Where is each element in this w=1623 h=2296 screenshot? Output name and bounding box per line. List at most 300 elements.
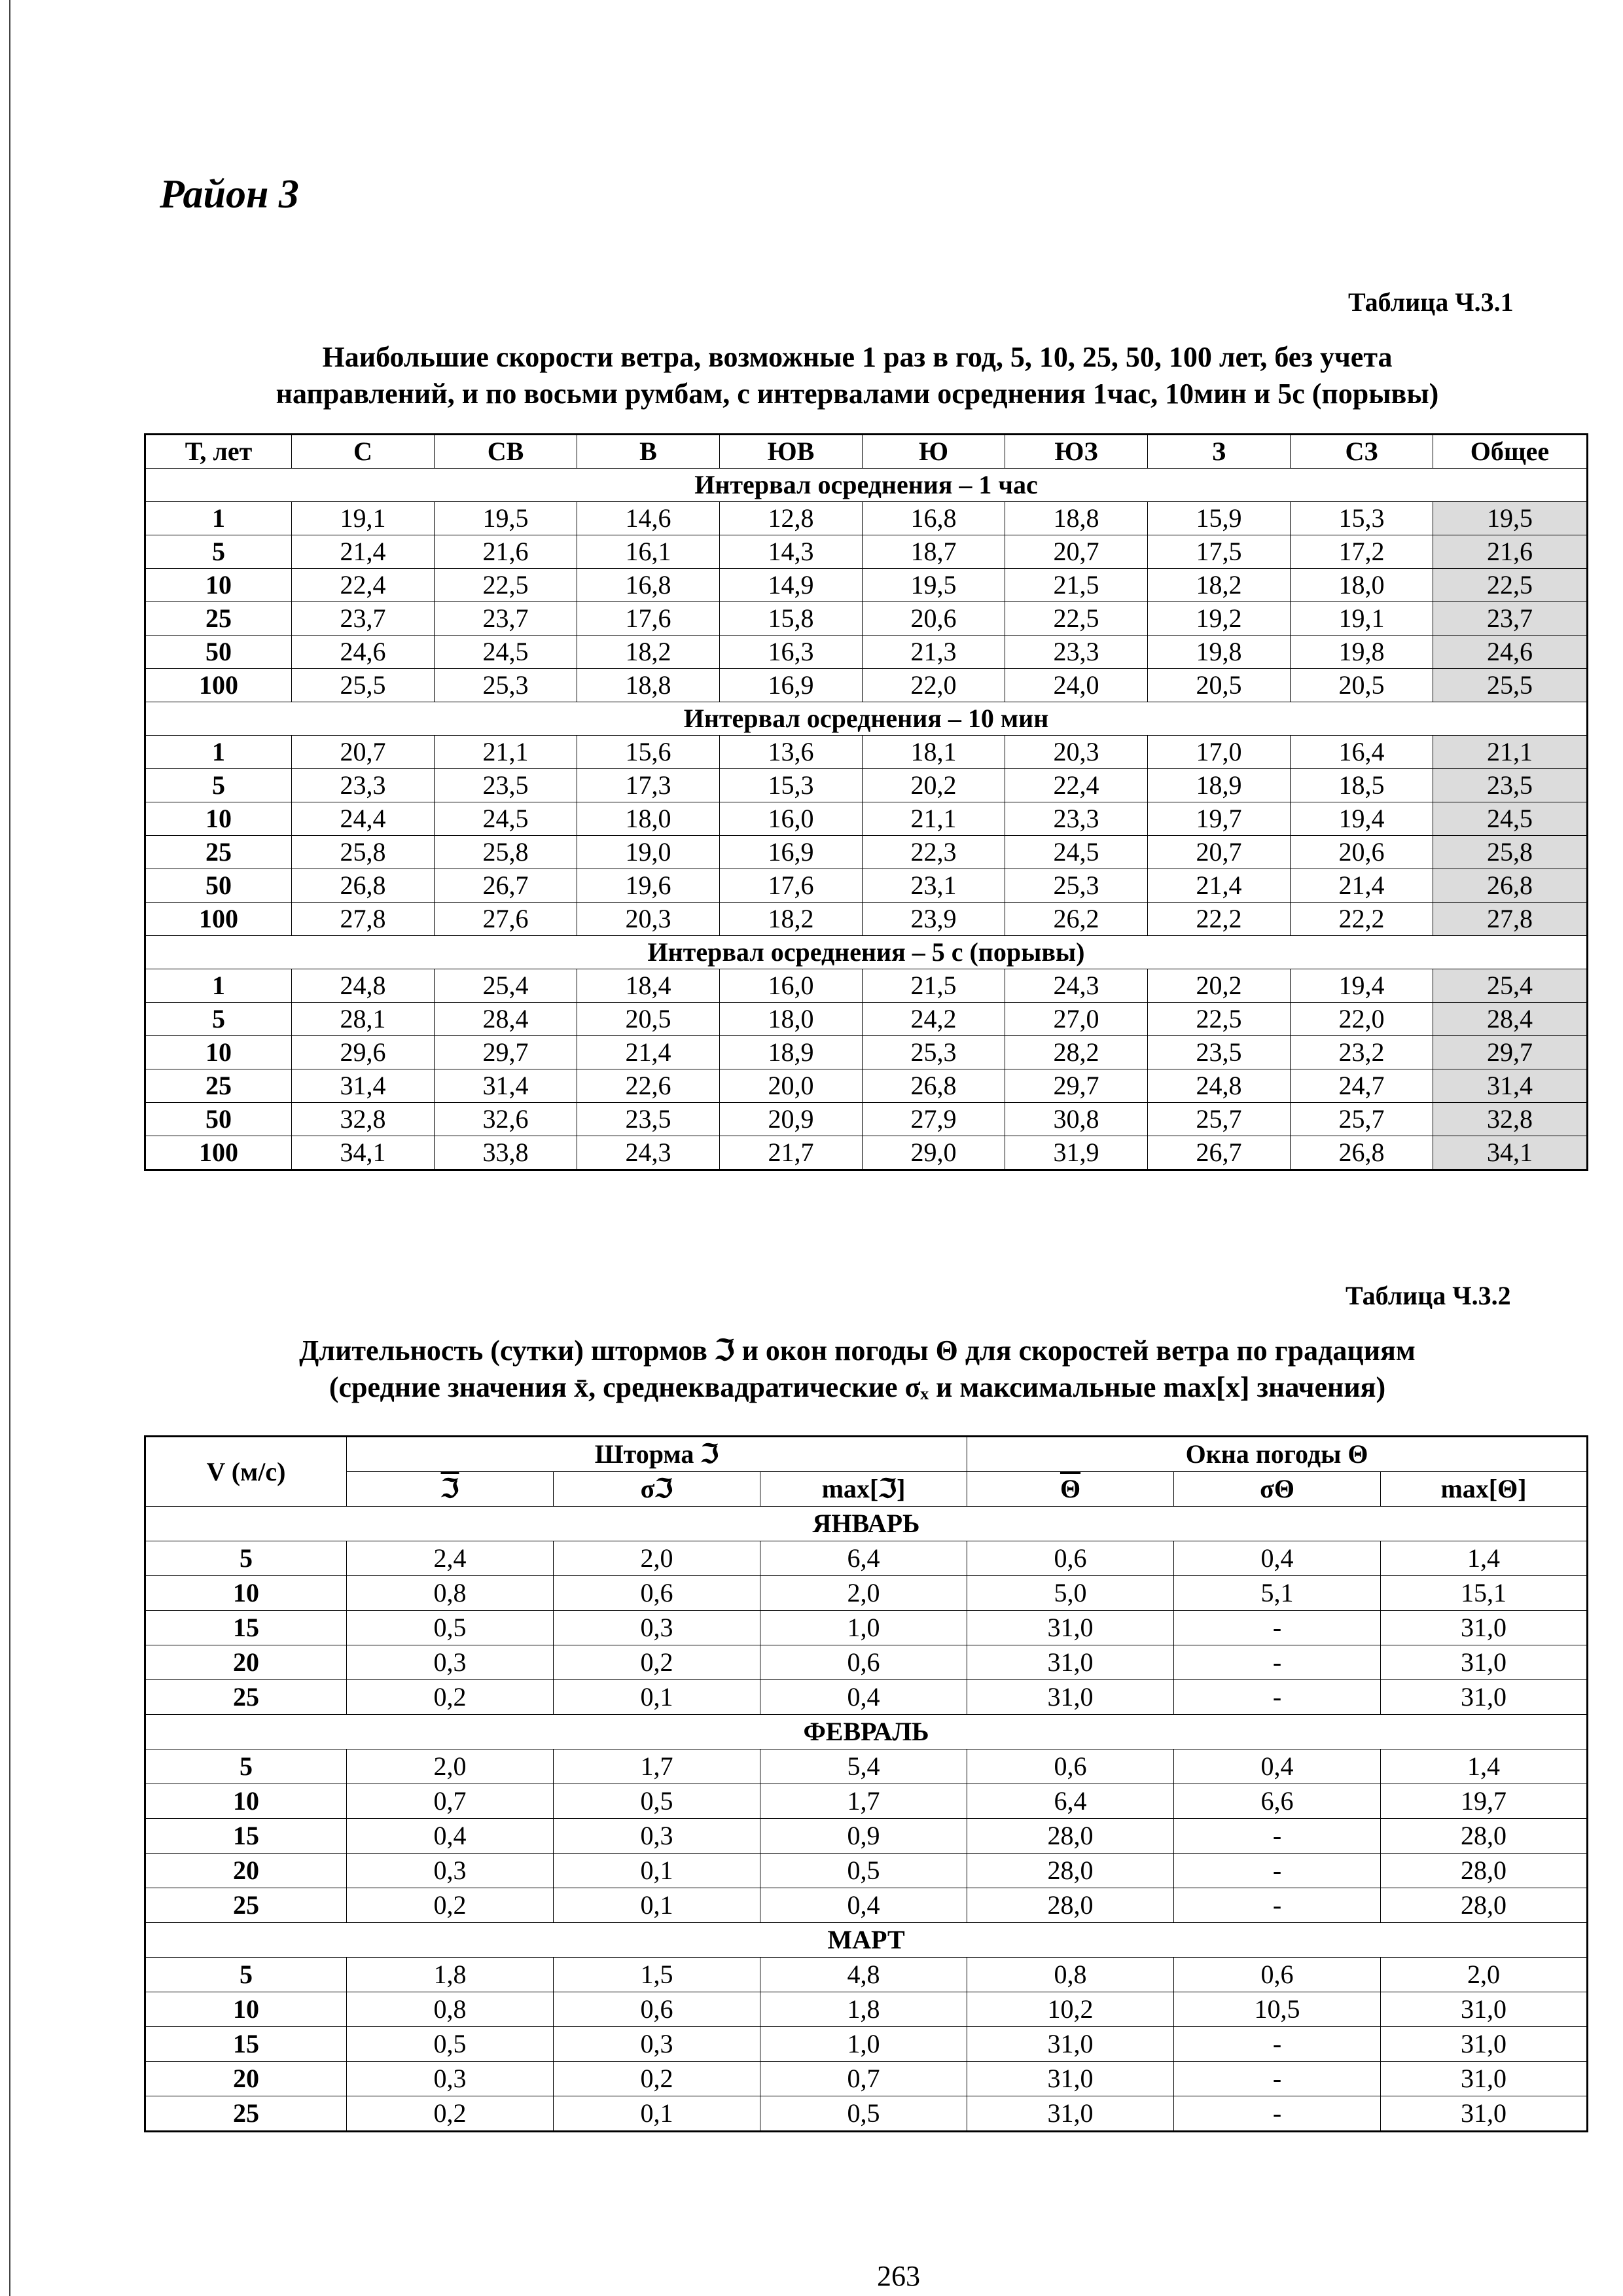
table-cell: 20,0 [720, 1069, 863, 1103]
table-cell: 21,1 [435, 736, 577, 769]
velocity-cell: 15 [145, 1819, 347, 1854]
table-cell: 20,6 [1291, 836, 1433, 869]
table-cell: 24,7 [1291, 1069, 1433, 1103]
storm-duration-table [144, 1435, 1588, 2132]
table-cell: 33,8 [435, 1136, 577, 1170]
table-cell: 23,3 [1005, 802, 1148, 836]
table-cell: 0,5 [760, 2096, 967, 2132]
table-cell: 26,8 [1291, 1136, 1433, 1170]
table-cell: 0,3 [347, 1854, 554, 1888]
table-row [145, 2027, 1588, 2062]
table2-header-row [145, 1437, 1588, 1472]
table-cell: 16,9 [720, 836, 863, 869]
table-cell: 22,5 [1005, 602, 1148, 636]
table-cell: 23,2 [1291, 1036, 1433, 1069]
table2-subheader-row [145, 1472, 1588, 1507]
table-cell: 22,2 [1148, 903, 1291, 936]
table-cell: 24,8 [292, 969, 435, 1003]
table-cell: 29,0 [863, 1136, 1005, 1170]
table-cell: 27,9 [863, 1103, 1005, 1136]
table-cell: 13,6 [720, 736, 863, 769]
table-cell: 31,0 [967, 1645, 1174, 1680]
table-cell: 6,6 [1174, 1784, 1381, 1819]
table-cell: 23,5 [1148, 1036, 1291, 1069]
table1-section-row [145, 469, 1588, 502]
table-cell: 0,3 [554, 2027, 760, 2062]
table-cell: - [1174, 2062, 1381, 2096]
table-cell: 19,4 [1291, 969, 1433, 1003]
table-cell: 31,0 [967, 1680, 1174, 1715]
table-cell: 25,8 [292, 836, 435, 869]
page-number: 263 [877, 2260, 920, 2292]
table-cell: 19,4 [1291, 802, 1433, 836]
table-cell: 28,4 [435, 1003, 577, 1036]
table-cell: 17,6 [577, 602, 720, 636]
table-cell: 12,8 [720, 502, 863, 535]
table-cell: 31,0 [1381, 1992, 1588, 2027]
table-cell: 6,4 [760, 1541, 967, 1576]
table-cell: 19,2 [1148, 602, 1291, 636]
table-cell: 29,7 [435, 1036, 577, 1069]
table-cell: 0,4 [1174, 1541, 1381, 1576]
table-cell: 24,4 [292, 802, 435, 836]
table-cell: 16,0 [720, 969, 863, 1003]
table-cell: 25,7 [1291, 1103, 1433, 1136]
table-cell: 25,3 [1005, 869, 1148, 903]
table-cell: 0,8 [347, 1576, 554, 1611]
velocity-cell: 15 [145, 1611, 347, 1645]
table-cell: 32,6 [435, 1103, 577, 1136]
table-cell: 22,5 [1148, 1003, 1291, 1036]
table-cell: 25,4 [1433, 969, 1588, 1003]
table-row [145, 836, 1588, 869]
table-row [145, 1784, 1588, 1819]
table-cell: 22,2 [1291, 903, 1433, 936]
table-row [145, 1854, 1588, 1888]
table-cell: 0,8 [967, 1958, 1174, 1992]
table-cell: 17,6 [720, 869, 863, 903]
table-cell: 25,3 [435, 669, 577, 702]
table-cell: 27,8 [1433, 903, 1588, 936]
table-cell: 26,8 [863, 1069, 1005, 1103]
table-cell: 19,5 [1433, 502, 1588, 535]
table-cell: 19,8 [1148, 636, 1291, 669]
table-cell: 0,4 [760, 1888, 967, 1923]
table-cell: 34,1 [292, 1136, 435, 1170]
table-row [145, 969, 1588, 1003]
table-cell: 2,0 [347, 1749, 554, 1784]
return-period-cell: 1 [145, 969, 292, 1003]
table-cell: 31,4 [292, 1069, 435, 1103]
table-cell: 0,3 [347, 1645, 554, 1680]
table-cell: 20,7 [292, 736, 435, 769]
table-cell: 20,6 [863, 602, 1005, 636]
table-cell: 0,6 [554, 1992, 760, 2027]
table-cell: 19,1 [292, 502, 435, 535]
table1-column-header: ЮВ [720, 435, 863, 469]
return-period-cell: 5 [145, 769, 292, 802]
table-cell: 18,1 [863, 736, 1005, 769]
table1-column-header: В [577, 435, 720, 469]
table2-caption-line1: Длительность (сутки) штормов ℑ и окон погоды Θ для скоростей ветра по градациям [299, 1335, 1416, 1367]
table-cell: 34,1 [1433, 1136, 1588, 1170]
table-cell: - [1174, 2027, 1381, 2062]
table-row [145, 903, 1588, 936]
table-cell: 24,6 [1433, 636, 1588, 669]
table-cell: 0,3 [554, 1611, 760, 1645]
table-cell: 28,0 [967, 1854, 1174, 1888]
table-cell: 14,9 [720, 569, 863, 602]
table-cell: 18,0 [1291, 569, 1433, 602]
table-cell: 22,5 [435, 569, 577, 602]
month-title: ФЕВРАЛЬ [145, 1715, 1588, 1749]
table-cell: 25,7 [1148, 1103, 1291, 1136]
table-cell: 1,0 [760, 1611, 967, 1645]
table-cell: 0,5 [347, 2027, 554, 2062]
table-row [145, 1992, 1588, 2027]
table-cell: 24,3 [577, 1136, 720, 1170]
table-cell: 5,0 [967, 1576, 1174, 1611]
return-period-cell: 1 [145, 502, 292, 535]
table-row [145, 1036, 1588, 1069]
page-heading: Район 3 [160, 172, 299, 217]
table-cell: 16,4 [1291, 736, 1433, 769]
table-cell: 18,7 [863, 535, 1005, 569]
table-cell: 1,8 [347, 1958, 554, 1992]
table-cell: 21,3 [863, 636, 1005, 669]
velocity-cell: 20 [145, 2062, 347, 2096]
table-cell: 28,0 [1381, 1854, 1588, 1888]
table-cell: 19,5 [435, 502, 577, 535]
table-cell: 0,3 [347, 2062, 554, 2096]
month-title: ЯНВАРЬ [145, 1507, 1588, 1541]
table-cell: 25,5 [1433, 669, 1588, 702]
velocity-cell: 20 [145, 1854, 347, 1888]
table-cell: 31,0 [967, 2062, 1174, 2096]
table-row [145, 1888, 1588, 1923]
table-cell: 17,0 [1148, 736, 1291, 769]
table-cell: 26,7 [1148, 1136, 1291, 1170]
table-cell: 0,3 [554, 1819, 760, 1854]
return-period-cell: 25 [145, 602, 292, 636]
table-row [145, 769, 1588, 802]
table1-column-header: З [1148, 435, 1291, 469]
table-cell: 16,0 [720, 802, 863, 836]
table-cell: 18,8 [1005, 502, 1148, 535]
table2-month-row [145, 1923, 1588, 1958]
table-cell: 15,9 [1148, 502, 1291, 535]
table-cell: 28,1 [292, 1003, 435, 1036]
table-cell: 20,3 [1005, 736, 1148, 769]
table1-column-header: Т, лет [145, 435, 292, 469]
table2-subheader: σΘ [1174, 1472, 1381, 1507]
table-cell: 18,0 [577, 802, 720, 836]
table-cell: - [1174, 1611, 1381, 1645]
table-cell: 2,0 [1381, 1958, 1588, 1992]
table-cell: 1,4 [1381, 1749, 1588, 1784]
return-period-cell: 50 [145, 636, 292, 669]
table1-column-header: ЮЗ [1005, 435, 1148, 469]
table2-label: Таблица Ч.3.2 [1346, 1281, 1511, 1310]
table-cell: 18,2 [720, 903, 863, 936]
table1-caption-line1: Наибольшие скорости ветра, возможные 1 раз в год, 5, 10, 25, 50, 100 лет, без учета [322, 341, 1393, 373]
table-cell: 18,8 [577, 669, 720, 702]
table-cell: 32,8 [1433, 1103, 1588, 1136]
table-cell: 0,6 [967, 1749, 1174, 1784]
table-cell: 31,0 [1381, 1611, 1588, 1645]
table-cell: 28,0 [967, 1888, 1174, 1923]
table-row [145, 1576, 1588, 1611]
table-cell: - [1174, 1888, 1381, 1923]
table1-section-title: Интервал осреднения – 5 с (порывы) [145, 936, 1588, 969]
table-cell: 31,0 [967, 1611, 1174, 1645]
table-cell: 21,4 [1291, 869, 1433, 903]
table-cell: 2,0 [760, 1576, 967, 1611]
return-period-cell: 100 [145, 669, 292, 702]
table-cell: 20,7 [1148, 836, 1291, 869]
table-cell: 15,8 [720, 602, 863, 636]
return-period-cell: 10 [145, 802, 292, 836]
table-cell: 21,5 [1005, 569, 1148, 602]
table-cell: 20,3 [577, 903, 720, 936]
table-row [145, 2062, 1588, 2096]
table-cell: 25,8 [1433, 836, 1588, 869]
table-cell: 0,2 [347, 2096, 554, 2132]
table-cell: 0,5 [347, 1611, 554, 1645]
table-cell: 18,4 [577, 969, 720, 1003]
velocity-cell: 15 [145, 2027, 347, 2062]
table-cell: 16,8 [577, 569, 720, 602]
table-cell: 26,7 [435, 869, 577, 903]
table-row [145, 736, 1588, 769]
table-cell: 22,5 [1433, 569, 1588, 602]
table-row [145, 2096, 1588, 2132]
table-cell: 27,0 [1005, 1003, 1148, 1036]
table-cell: 18,5 [1291, 769, 1433, 802]
table-row [145, 502, 1588, 535]
table-cell: - [1174, 1645, 1381, 1680]
table-cell: 0,7 [760, 2062, 967, 2096]
table1-column-header: СВ [435, 435, 577, 469]
table1-column-header: С [292, 435, 435, 469]
table-cell: 21,5 [863, 969, 1005, 1003]
table-cell: 16,3 [720, 636, 863, 669]
table-row [145, 1680, 1588, 1715]
table-cell: 24,8 [1148, 1069, 1291, 1103]
table-cell: 15,3 [720, 769, 863, 802]
table-cell: 0,4 [1174, 1749, 1381, 1784]
table-row [145, 602, 1588, 636]
table-cell: 5,1 [1174, 1576, 1381, 1611]
table-cell: 15,3 [1291, 502, 1433, 535]
table-cell: 18,2 [1148, 569, 1291, 602]
table-cell: 1,5 [554, 1958, 760, 1992]
table-cell: 19,1 [1291, 602, 1433, 636]
velocity-cell: 20 [145, 1645, 347, 1680]
table1-section-row [145, 936, 1588, 969]
table-cell: 31,0 [1381, 1645, 1588, 1680]
table-cell: 21,1 [1433, 736, 1588, 769]
table2-caption [144, 1333, 1571, 1406]
velocity-cell: 5 [145, 1541, 347, 1576]
table1-section-row [145, 702, 1588, 736]
table-cell: 23,7 [1433, 602, 1588, 636]
table-cell: 31,4 [435, 1069, 577, 1103]
table-cell: 23,7 [292, 602, 435, 636]
return-period-cell: 50 [145, 1103, 292, 1136]
table-row [145, 1819, 1588, 1854]
table-cell: 24,5 [435, 636, 577, 669]
table-cell: 19,5 [863, 569, 1005, 602]
table-cell: 0,1 [554, 1854, 760, 1888]
table-cell: 20,9 [720, 1103, 863, 1136]
table-cell: 0,2 [347, 1888, 554, 1923]
table-cell: - [1174, 1854, 1381, 1888]
table-cell: 24,2 [863, 1003, 1005, 1036]
table-cell: 22,4 [292, 569, 435, 602]
table-cell: 17,3 [577, 769, 720, 802]
table-cell: 31,0 [1381, 2096, 1588, 2132]
return-period-cell: 100 [145, 1136, 292, 1170]
table-cell: 31,0 [1381, 1680, 1588, 1715]
month-title: МАРТ [145, 1923, 1588, 1958]
return-period-cell: 50 [145, 869, 292, 903]
table2-subheader: $\overline{\Theta}$ [967, 1472, 1174, 1507]
table-cell: 0,2 [347, 1680, 554, 1715]
table-cell: - [1174, 1819, 1381, 1854]
return-period-cell: 10 [145, 1036, 292, 1069]
table-cell: 23,5 [1433, 769, 1588, 802]
table-cell: 24,6 [292, 636, 435, 669]
table-row [145, 1645, 1588, 1680]
table-row [145, 535, 1588, 569]
table-cell: 19,6 [577, 869, 720, 903]
table-cell: 1,0 [760, 2027, 967, 2062]
table-cell: 19,0 [577, 836, 720, 869]
table2-month-row [145, 1507, 1588, 1541]
return-period-cell: 25 [145, 836, 292, 869]
table-cell: 0,4 [347, 1819, 554, 1854]
table-row [145, 1003, 1588, 1036]
table-cell: 24,5 [1005, 836, 1148, 869]
table1-column-header: СЗ [1291, 435, 1433, 469]
table2-subheader: σℑ [554, 1472, 760, 1507]
table-cell: 21,6 [1433, 535, 1588, 569]
table-cell: 18,9 [1148, 769, 1291, 802]
table-cell: 23,5 [577, 1103, 720, 1136]
table-cell: 18,0 [720, 1003, 863, 1036]
table-cell: 21,7 [720, 1136, 863, 1170]
table-cell: 0,2 [554, 1645, 760, 1680]
table-cell: 22,0 [863, 669, 1005, 702]
table-cell: 20,5 [577, 1003, 720, 1036]
table-cell: 2,4 [347, 1541, 554, 1576]
table2-subheader: max[ℑ] [760, 1472, 967, 1507]
table-row [145, 869, 1588, 903]
table-cell: 10,5 [1174, 1992, 1381, 2027]
table2-subheader: ℑ [347, 1472, 554, 1507]
table-cell: 25,4 [435, 969, 577, 1003]
velocity-header: V (м/с) [145, 1437, 347, 1507]
velocity-cell: 25 [145, 2096, 347, 2132]
table-cell: 16,1 [577, 535, 720, 569]
table-cell: 20,5 [1291, 669, 1433, 702]
table-cell: 19,7 [1381, 1784, 1588, 1819]
table-cell: 17,2 [1291, 535, 1433, 569]
table-cell: 2,0 [554, 1541, 760, 1576]
table-cell: 25,3 [863, 1036, 1005, 1069]
table-cell: 21,4 [577, 1036, 720, 1069]
return-period-cell: 10 [145, 569, 292, 602]
table-cell: 29,7 [1005, 1069, 1148, 1103]
table1-section-title: Интервал осреднения – 10 мин [145, 702, 1588, 736]
table-cell: 16,8 [863, 502, 1005, 535]
table-cell: 23,3 [292, 769, 435, 802]
table1-header-row [145, 435, 1588, 469]
table-cell: 26,2 [1005, 903, 1148, 936]
table1-column-header: Ю [863, 435, 1005, 469]
table-cell: 0,6 [1174, 1958, 1381, 1992]
return-period-cell: 1 [145, 736, 292, 769]
table-cell: 1,7 [554, 1749, 760, 1784]
table-cell: 20,2 [1148, 969, 1291, 1003]
table2-caption-line2: (средние значения x̄, среднеквадратические σₓ и максимальные max[x] значения) [329, 1371, 1386, 1403]
table-cell: 10,2 [967, 1992, 1174, 2027]
table1-label: Таблица Ч.3.1 [1348, 287, 1514, 317]
table-cell: - [1174, 1680, 1381, 1715]
table1-caption-line2: направлений, и по восьми румбам, с интервалами осреднения 1час, 10мин и 5с (порывы) [276, 378, 1439, 410]
table-cell: 28,4 [1433, 1003, 1588, 1036]
table-row [145, 1958, 1588, 1992]
table-cell: 24,5 [435, 802, 577, 836]
table-cell: 29,7 [1433, 1036, 1588, 1069]
table-cell: 22,3 [863, 836, 1005, 869]
table-cell: 0,6 [760, 1645, 967, 1680]
table-row [145, 1136, 1588, 1170]
table-row [145, 1611, 1588, 1645]
velocity-cell: 10 [145, 1784, 347, 1819]
table-row [145, 636, 1588, 669]
table-cell: 17,5 [1148, 535, 1291, 569]
table-cell: 4,8 [760, 1958, 967, 1992]
table-cell: 0,6 [554, 1576, 760, 1611]
table-cell: 21,4 [1148, 869, 1291, 903]
window-group-header: Окна погоды Θ [967, 1437, 1588, 1472]
table-cell: 18,9 [720, 1036, 863, 1069]
table-cell: 23,9 [863, 903, 1005, 936]
table-cell: 28,0 [1381, 1819, 1588, 1854]
table-cell: 20,5 [1148, 669, 1291, 702]
velocity-cell: 25 [145, 1888, 347, 1923]
wind-speed-table [144, 433, 1588, 1171]
table-cell: 22,6 [577, 1069, 720, 1103]
table-cell: 31,0 [967, 2027, 1174, 2062]
table-cell: 21,1 [863, 802, 1005, 836]
table-cell: 0,5 [760, 1854, 967, 1888]
table-cell: 6,4 [967, 1784, 1174, 1819]
table-cell: 24,0 [1005, 669, 1148, 702]
table-cell: 24,5 [1433, 802, 1588, 836]
table-row [145, 1749, 1588, 1784]
table-cell: 0,8 [347, 1992, 554, 2027]
table-cell: 1,7 [760, 1784, 967, 1819]
table-cell: 28,0 [1381, 1888, 1588, 1923]
table1-column-header: Общее [1433, 435, 1588, 469]
velocity-cell: 5 [145, 1749, 347, 1784]
return-period-cell: 100 [145, 903, 292, 936]
table-cell: 14,3 [720, 535, 863, 569]
table-cell: 19,7 [1148, 802, 1291, 836]
